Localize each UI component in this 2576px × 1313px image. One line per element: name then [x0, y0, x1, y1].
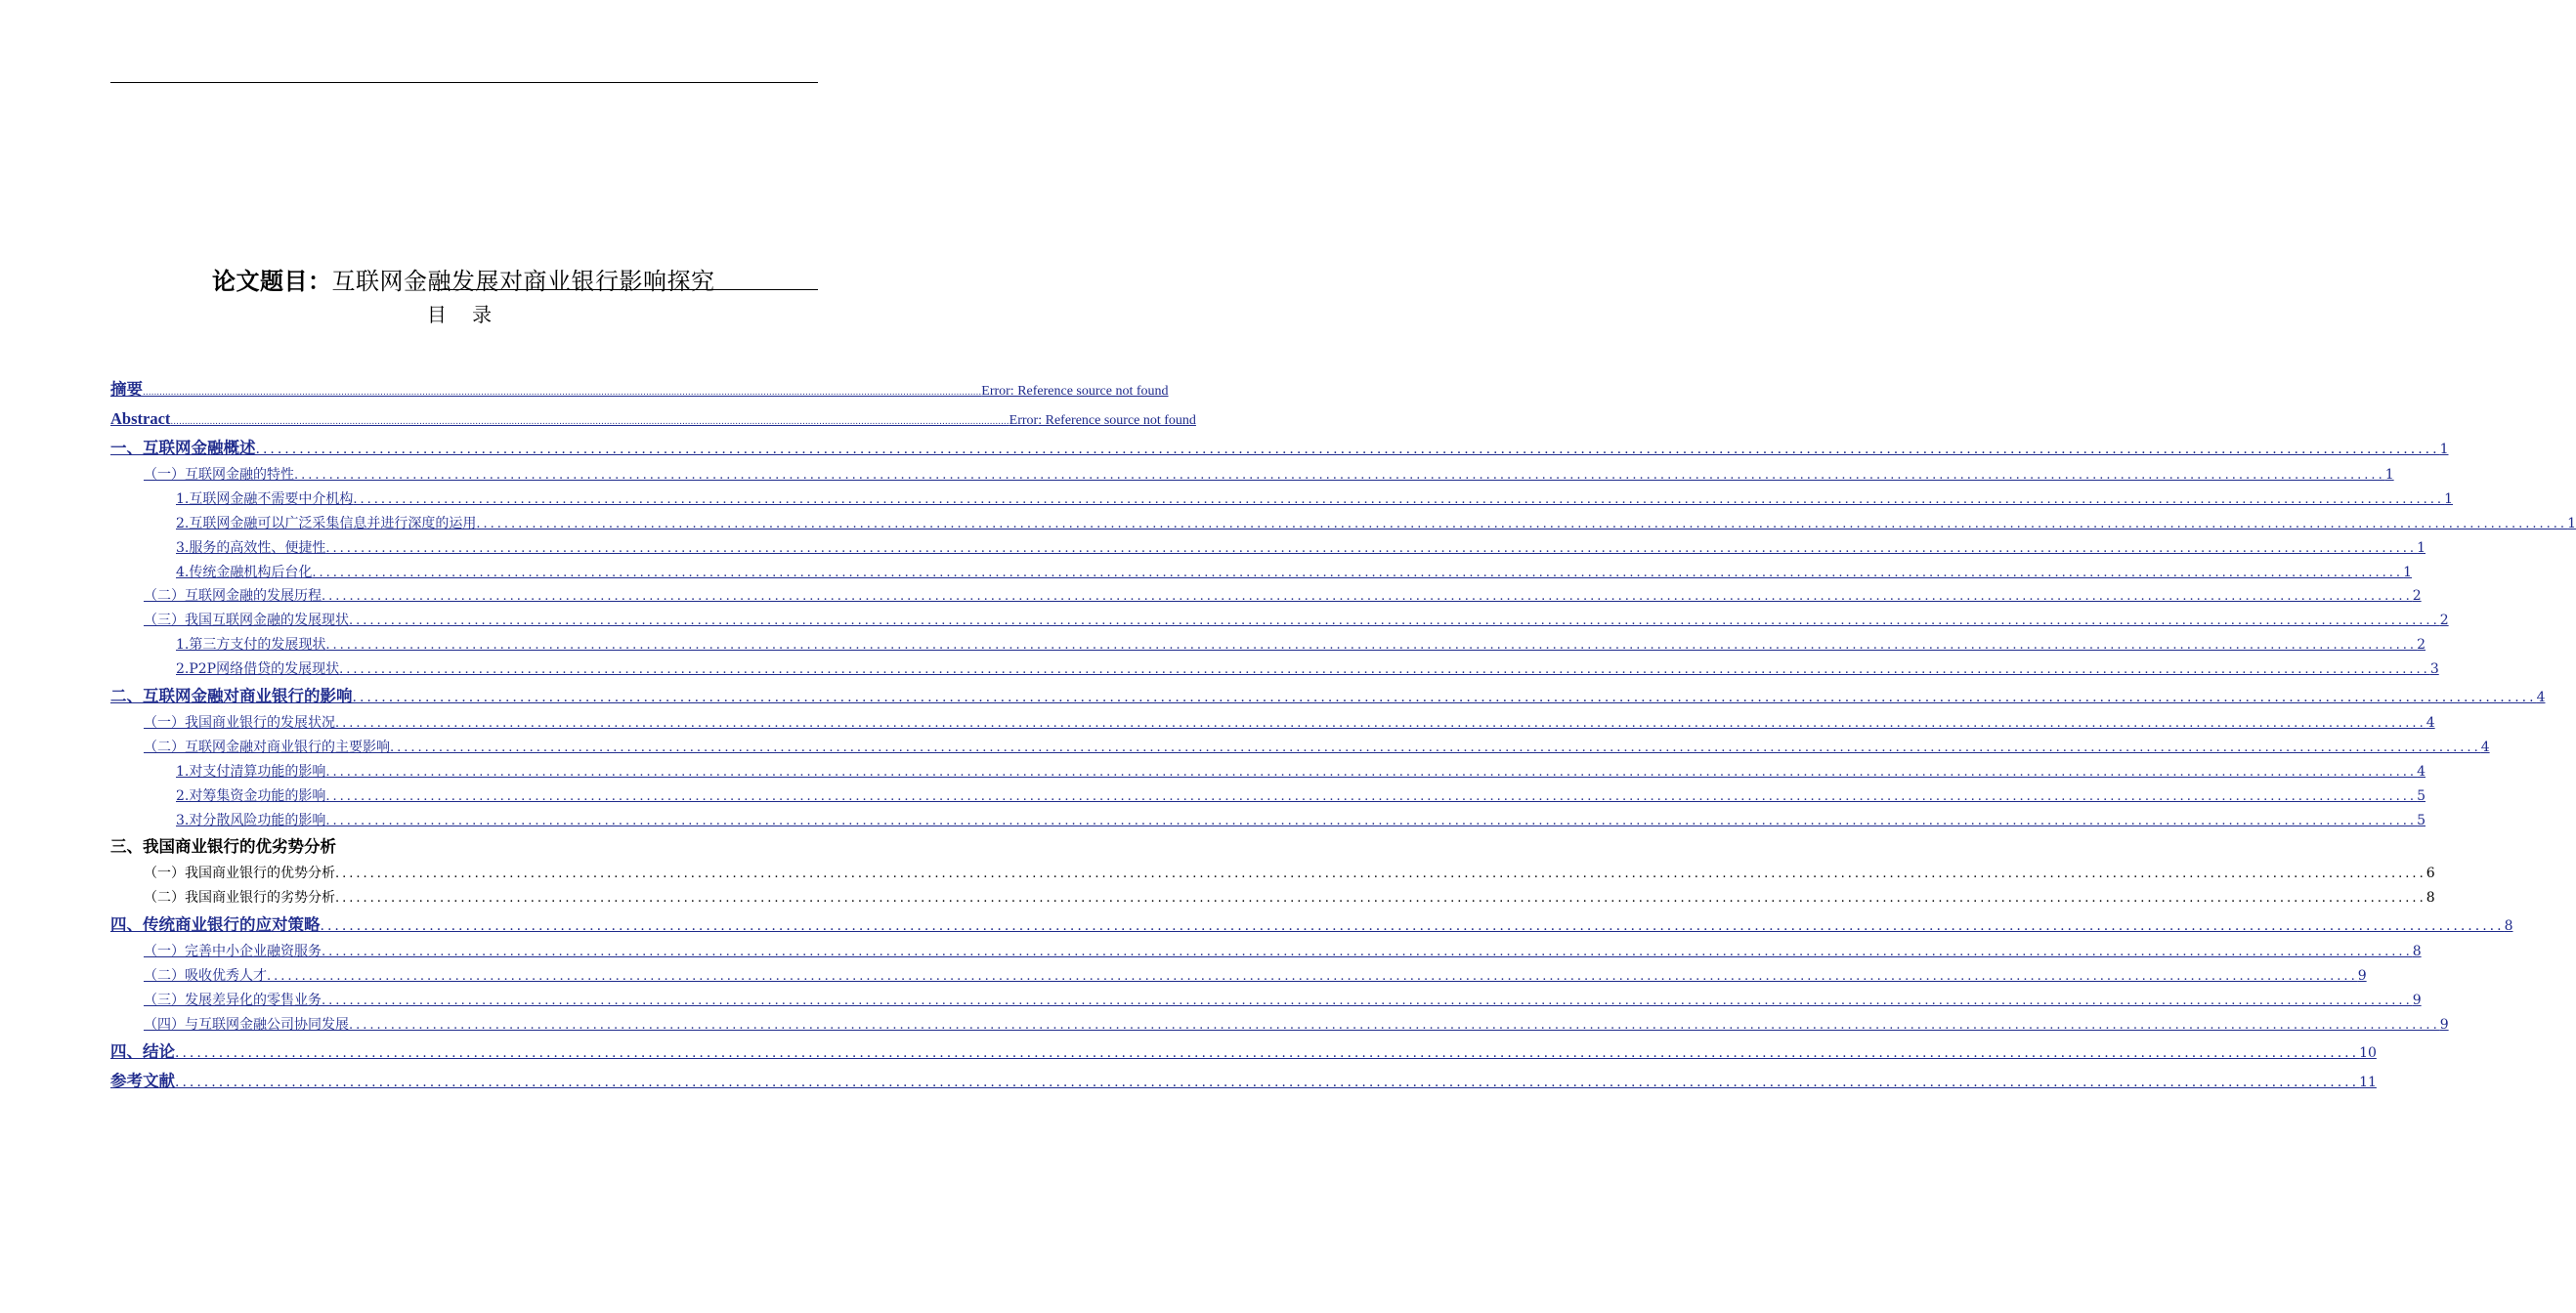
toc-entry[interactable]: [110, 711, 2435, 736]
toc-entry-title: （一）我国商业银行的发展状况: [144, 715, 335, 732]
toc-entry[interactable]: [110, 434, 2449, 463]
toc-entry-title: 一、互联网金融概述: [110, 439, 256, 457]
toc-entry-title: （三）我国互联网金融的发展现状: [144, 613, 349, 629]
toc-entry: [110, 832, 818, 862]
toc-page-number: 8: [2412, 944, 2422, 960]
toc-entry[interactable]: [110, 911, 2513, 940]
toc-dot-leader: ............................................................................................................................................................................................................................................................................................................: [175, 1044, 2360, 1061]
toc-page-number: 1: [2439, 442, 2449, 457]
toc-page-number: 9: [2439, 1016, 2449, 1033]
toc-entry-title: （二）吸收优秀人才: [144, 968, 267, 985]
toc-entry[interactable]: [110, 1067, 2377, 1096]
toc-dot-leader: ............................................................................................................................................................................................................................................................................................................: [294, 468, 2385, 483]
toc-page-number: 9: [2357, 968, 2367, 985]
toc-entry[interactable]: [110, 784, 2426, 809]
toc-entry-title: 四、结论: [110, 1041, 175, 1061]
toc-page-number: 1: [2417, 539, 2426, 556]
toc-entry-title: （一）互联网金融的特性: [144, 467, 294, 483]
toc-dot-leader: ............................................................................................................................................................................................................................................................................................................: [335, 716, 2426, 732]
toc-page-number: 10: [2359, 1044, 2377, 1061]
toc-dot-leader: ............................................................................................................................................................................................................................................................................................................: [320, 918, 2505, 935]
toc-dot-leader: ............................................................................................................................................................................................................................................................................................................: [170, 417, 1009, 427]
toc-entry-title: （四）与互联网金融公司协同发展: [144, 1016, 349, 1033]
toc-dot-leader: ............................................................................................................................................................................................................................................................................................................: [175, 1074, 2360, 1090]
toc-entry[interactable]: [110, 989, 2422, 1013]
toc-entry[interactable]: [110, 682, 2546, 711]
toc-entry-title: 参考文献: [110, 1071, 175, 1090]
toc-page-number: 4: [2426, 715, 2435, 732]
toc-page-number: 8: [2426, 890, 2435, 907]
title-underline: [433, 289, 818, 290]
toc-dot-leader: ............................................................................................................................................................................................................................................................................................................: [339, 662, 2430, 678]
toc-page-number: 1: [2444, 490, 2453, 507]
toc-dot-leader: ............................................................................................................................................................................................................................................................................................................: [335, 867, 2426, 882]
toc-page-number: 5: [2417, 812, 2426, 828]
title-label: 论文题目：: [212, 268, 332, 295]
toc-entry-title: （二）互联网金融的发展历程: [144, 588, 322, 605]
toc-dot-leader: ............................................................................................................................................................................................................................................................................................................: [325, 540, 2418, 556]
toc-entry-title: 二、互联网金融对商业银行的影响: [110, 687, 353, 706]
toc-entry-title: 3.服务的高效性、便捷性: [176, 539, 326, 556]
toc-page-number: 5: [2417, 787, 2426, 804]
toc-entry[interactable]: [110, 657, 2439, 682]
toc-entry-title: 2.互联网金融可以广泛采集信息并进行深度的运用: [176, 515, 477, 531]
toc-dot-leader: ............................................................................................................................................................................................................................................................................................................: [322, 994, 2413, 1009]
toc-page-number: 2: [2417, 637, 2426, 654]
toc-entry: [110, 886, 2435, 911]
toc-entry[interactable]: [110, 609, 2449, 633]
toc-entry-title: 1.第三方支付的发展现状: [176, 637, 326, 654]
toc-entry-title: （一）我国商业银行的优势分析: [144, 866, 335, 882]
toc-entry[interactable]: [110, 536, 2426, 561]
toc-entry-title: 三、我国商业银行的优劣势分析: [110, 837, 336, 857]
toc-entry[interactable]: [110, 561, 2412, 585]
toc-page-number: 4: [2536, 690, 2546, 706]
toc-entry[interactable]: [110, 1038, 2377, 1067]
title-value: 互联网金融发展对商业银行影响探究: [331, 268, 715, 295]
toc-page-number: 4: [2480, 739, 2490, 755]
toc-page-number: 2: [2412, 588, 2422, 605]
toc-dot-leader: ............................................................................................................................................................................................................................................................................................................: [335, 891, 2426, 907]
toc-dot-leader: ............................................................................................................................................................................................................................................................................................................: [255, 442, 2440, 457]
toc-entry[interactable]: [110, 760, 2426, 784]
toc-entry[interactable]: [110, 584, 2422, 609]
toc-entry[interactable]: [110, 964, 2367, 989]
toc-dot-leader: ............................................................................................................................................................................................................................................................................................................: [322, 589, 2413, 605]
toc-dot-leader: ............................................................................................................................................................................................................................................................................................................: [349, 1017, 2440, 1033]
toc-entry[interactable]: [110, 633, 2426, 657]
table-of-contents: [110, 375, 2576, 1096]
toc-dot-leader: ............................................................................................................................................................................................................................................................................................................: [267, 969, 2358, 985]
toc-entry-title: 4.传统金融机构后台化: [176, 564, 313, 580]
toc-page-number: 4: [2417, 763, 2426, 780]
toc-dot-leader: ............................................................................................................................................................................................................................................................................................................: [312, 565, 2404, 580]
toc-dot-leader: ............................................................................................................................................................................................................................................................................................................: [352, 690, 2537, 706]
toc-dot-leader: ............................................................................................................................................................................................................................................................................................................: [143, 388, 982, 398]
toc-dot-leader: ............................................................................................................................................................................................................................................................................................................: [476, 516, 2568, 531]
toc-dot-leader: ............................................................................................................................................................................................................................................................................................................: [349, 614, 2440, 629]
toc-page-number: 3: [2429, 661, 2439, 678]
toc-page-number: 6: [2426, 866, 2435, 882]
toc-entry-title: 3.对分散风险功能的影响: [176, 812, 326, 828]
toc-dot-leader: ............................................................................................................................................................................................................................................................................................................: [325, 764, 2418, 780]
toc-entry[interactable]: [110, 375, 1169, 404]
toc-page-number: 2: [2439, 613, 2449, 629]
toc-entry: [110, 862, 2435, 886]
toc-entry-title: 摘要: [110, 380, 143, 399]
toc-page-number: 8: [2504, 918, 2513, 935]
toc-page-number: 1: [2384, 467, 2394, 483]
toc-entry-title: （一）完善中小企业融资服务: [144, 944, 322, 960]
toc-entry-title: 2.对筹集资金功能的影响: [176, 787, 326, 804]
toc-entry[interactable]: [110, 1013, 2449, 1038]
toc-dot-leader: ............................................................................................................................................................................................................................................................................................................: [353, 491, 2445, 507]
toc-entry-title: （三）发展差异化的零售业务: [144, 993, 322, 1009]
toc-entry[interactable]: [110, 736, 2490, 760]
toc-page-number: 11: [2359, 1074, 2377, 1090]
toc-dot-leader: ............................................................................................................................................................................................................................................................................................................: [390, 740, 2481, 755]
toc-dot-leader: ............................................................................................................................................................................................................................................................................................................: [325, 813, 2418, 828]
toc-dot-leader: ............................................................................................................................................................................................................................................................................................................: [322, 945, 2413, 960]
toc-entry[interactable]: [110, 512, 2576, 536]
toc-entry[interactable]: [110, 940, 2422, 964]
toc-entry[interactable]: [110, 487, 2453, 512]
toc-entry[interactable]: [110, 404, 1196, 434]
toc-entry-title: 四、传统商业银行的应对策略: [110, 915, 321, 935]
toc-entry-title: Abstract: [110, 409, 171, 428]
toc-page-number: Error: Reference source not found: [1009, 413, 1196, 428]
toc-page-number: 9: [2412, 993, 2422, 1009]
toc-entry[interactable]: [110, 809, 2426, 833]
toc-entry[interactable]: [110, 463, 2394, 487]
toc-entry-title: （二）互联网金融对商业银行的主要影响: [144, 739, 390, 755]
toc-page-number: 1: [2567, 515, 2576, 531]
toc-heading: 目 录: [426, 303, 502, 326]
toc-page-number: 1: [2403, 564, 2412, 580]
toc-entry-title: 2.P2P网络借贷的发展现状: [176, 661, 340, 678]
toc-entry-title: 1.互联网金融不需要中介机构: [176, 490, 354, 507]
toc-dot-leader: ............................................................................................................................................................................................................................................................................................................: [325, 638, 2418, 654]
thesis-title: [110, 260, 818, 295]
header-rule: [110, 82, 818, 83]
toc-page-number: Error: Reference source not found: [981, 384, 1169, 399]
toc-entry-title: 1.对支付清算功能的影响: [176, 763, 326, 780]
toc-entry-title: （二）我国商业银行的劣势分析: [144, 890, 335, 907]
toc-dot-leader: ............................................................................................................................................................................................................................................................................................................: [325, 788, 2418, 804]
